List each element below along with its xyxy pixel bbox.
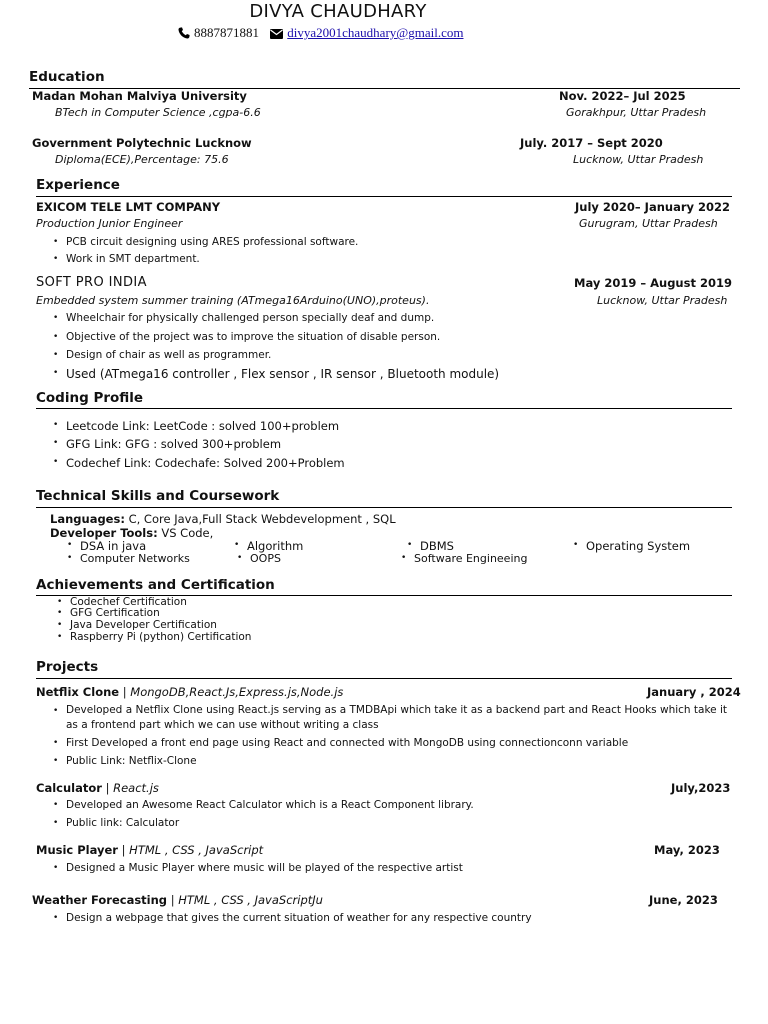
exp-location-2: Lucknow, Uttar Pradesh [597,294,728,307]
list-item: • Leetcode Link: LeetCode : solved 100+problem [66,419,339,433]
exp-company-2: SOFT PRO INDIA [36,275,147,290]
candidate-name: DIVYA CHAUDHARY [249,1,427,22]
list-item: • Designed a Music Player where music will be played of the respective artist [66,862,463,874]
languages-value: C, Core Java,Full Stack Webdevelopment , SQL [128,512,396,526]
coursework-item: • Algorithm [247,539,303,553]
list-item: • First Developed a front end page using React and connected with MongoDB using connectionconn variable [66,737,628,749]
list-item: • GFG Link: GFG : solved 300+problem [66,437,281,451]
project-name: Calculator [36,781,102,795]
project-title-3 [36,843,263,857]
exp-location-1: Gurugram, Uttar Pradesh [579,217,718,230]
contact-line [178,25,463,43]
project-separator: | [122,685,127,699]
list-item: • Developed an Awesome React Calculator which is a React Component library. [66,799,474,811]
list-item: • Work in SMT department. [66,253,200,265]
project-date-3: May, 2023 [654,843,720,857]
exp-company-1: EXICOM TELE LMT COMPANY [36,200,221,214]
coursework-item: • Software Engineeing [414,552,527,565]
project-date-2: July,2023 [671,781,731,795]
coding-divider [36,408,732,409]
exp-dates-1: July 2020– January 2022 [575,200,731,214]
list-item: • PCB circuit designing using ARES professional software. [66,236,358,248]
envelope-icon [270,27,283,43]
languages-label: Languages: [50,512,125,526]
project-stack: React.js [113,781,159,795]
list-item: • Design of chair as well as programmer. [66,349,271,361]
email-link[interactable]: divya2001chaudhary@gmail.com [287,25,464,40]
exp-role-2: Embedded system summer training (ATmega16Arduino(UNO),proteus). [36,294,430,307]
list-item: • Codechef Link: Codechafe: Solved 200+Problem [66,456,345,470]
skills-heading: Technical Skills and Coursework [36,488,280,504]
project-separator: | [105,781,110,795]
project-name: Weather Forecasting [32,893,168,907]
achievements-heading: Achievements and Certification [36,577,275,593]
project-date-1: January , 2024 [647,685,741,699]
project-name: Music Player [36,843,118,857]
coursework-item: • DBMS [420,539,454,553]
list-item: • Raspberry Pi (python) Certification [70,631,251,643]
skills-divider [36,507,732,508]
list-item: • Developed a Netflix Clone using React.js serving as a TMDBApi which take it as a backend part and React Hooks which take it as a frontend part which we can use without writing a class [66,703,732,733]
project-stack: HTML , CSS , JavaScriptJu [178,893,323,907]
tools-row [50,526,213,540]
project-title-1 [36,685,343,699]
edu-degree-1: BTech in Computer Science ,cgpa-6.6 [55,106,261,119]
list-item: • Wheelchair for physically challenged person specially deaf and dump. [66,312,434,324]
project-date-4: June, 2023 [649,893,718,907]
list-item: • Public Link: Netflix-Clone [66,755,197,767]
tools-value: VS Code, [161,526,214,540]
project-title-4 [32,893,323,907]
experience-heading: Experience [36,177,120,193]
phone-icon [178,27,190,43]
list-item: • Java Developer Certification [70,619,217,631]
project-name: Netflix Clone [36,685,120,699]
list-item: • Public link: Calculator [66,817,179,829]
edu-school-1: Madan Mohan Malviya University [32,89,247,103]
project-separator: | [121,843,126,857]
exp-dates-2: May 2019 – August 2019 [574,276,732,290]
projects-divider [36,678,732,679]
project-stack: HTML , CSS , JavaScript [129,843,264,857]
experience-divider [36,196,732,197]
list-item: • GFG Certification [70,607,160,619]
coursework-item: • Operating System [586,539,690,553]
exp-role-1: Production Junior Engineer [36,217,183,230]
list-item: • Codechef Certification [70,596,187,608]
list-item: • Design a webpage that gives the current situation of weather for any respective country [66,912,532,924]
coursework-item: • OOPS [250,552,281,565]
project-separator: | [170,893,175,907]
coursework-item: • Computer Networks [80,552,190,565]
edu-degree-2: Diploma(ECE),Percentage: 75.6 [55,153,229,166]
edu-school-2: Government Polytechnic Lucknow [32,136,252,150]
tools-label: Developer Tools: [50,526,158,540]
list-item: • Used (ATmega16 controller , Flex sensor , IR sensor , Bluetooth module) [66,367,499,381]
project-title-2 [36,781,159,795]
languages-row [50,512,396,526]
edu-dates-2: July. 2017 – Sept 2020 [520,136,663,150]
edu-location-2: Lucknow, Uttar Pradesh [573,153,704,166]
phone-number: 8887871881 [194,25,259,40]
project-stack: MongoDB,React.Js,Express.js,Node.js [130,685,344,699]
coding-heading: Coding Profile [36,390,144,406]
edu-location-1: Gorakhpur, Uttar Pradesh [566,106,707,119]
coursework-item: • DSA in java [80,539,146,553]
edu-dates-1: Nov. 2022– Jul 2025 [559,89,686,103]
list-item: • Objective of the project was to improve the situation of disable person. [66,331,440,343]
education-heading: Education [29,69,105,85]
projects-heading: Projects [36,659,99,675]
